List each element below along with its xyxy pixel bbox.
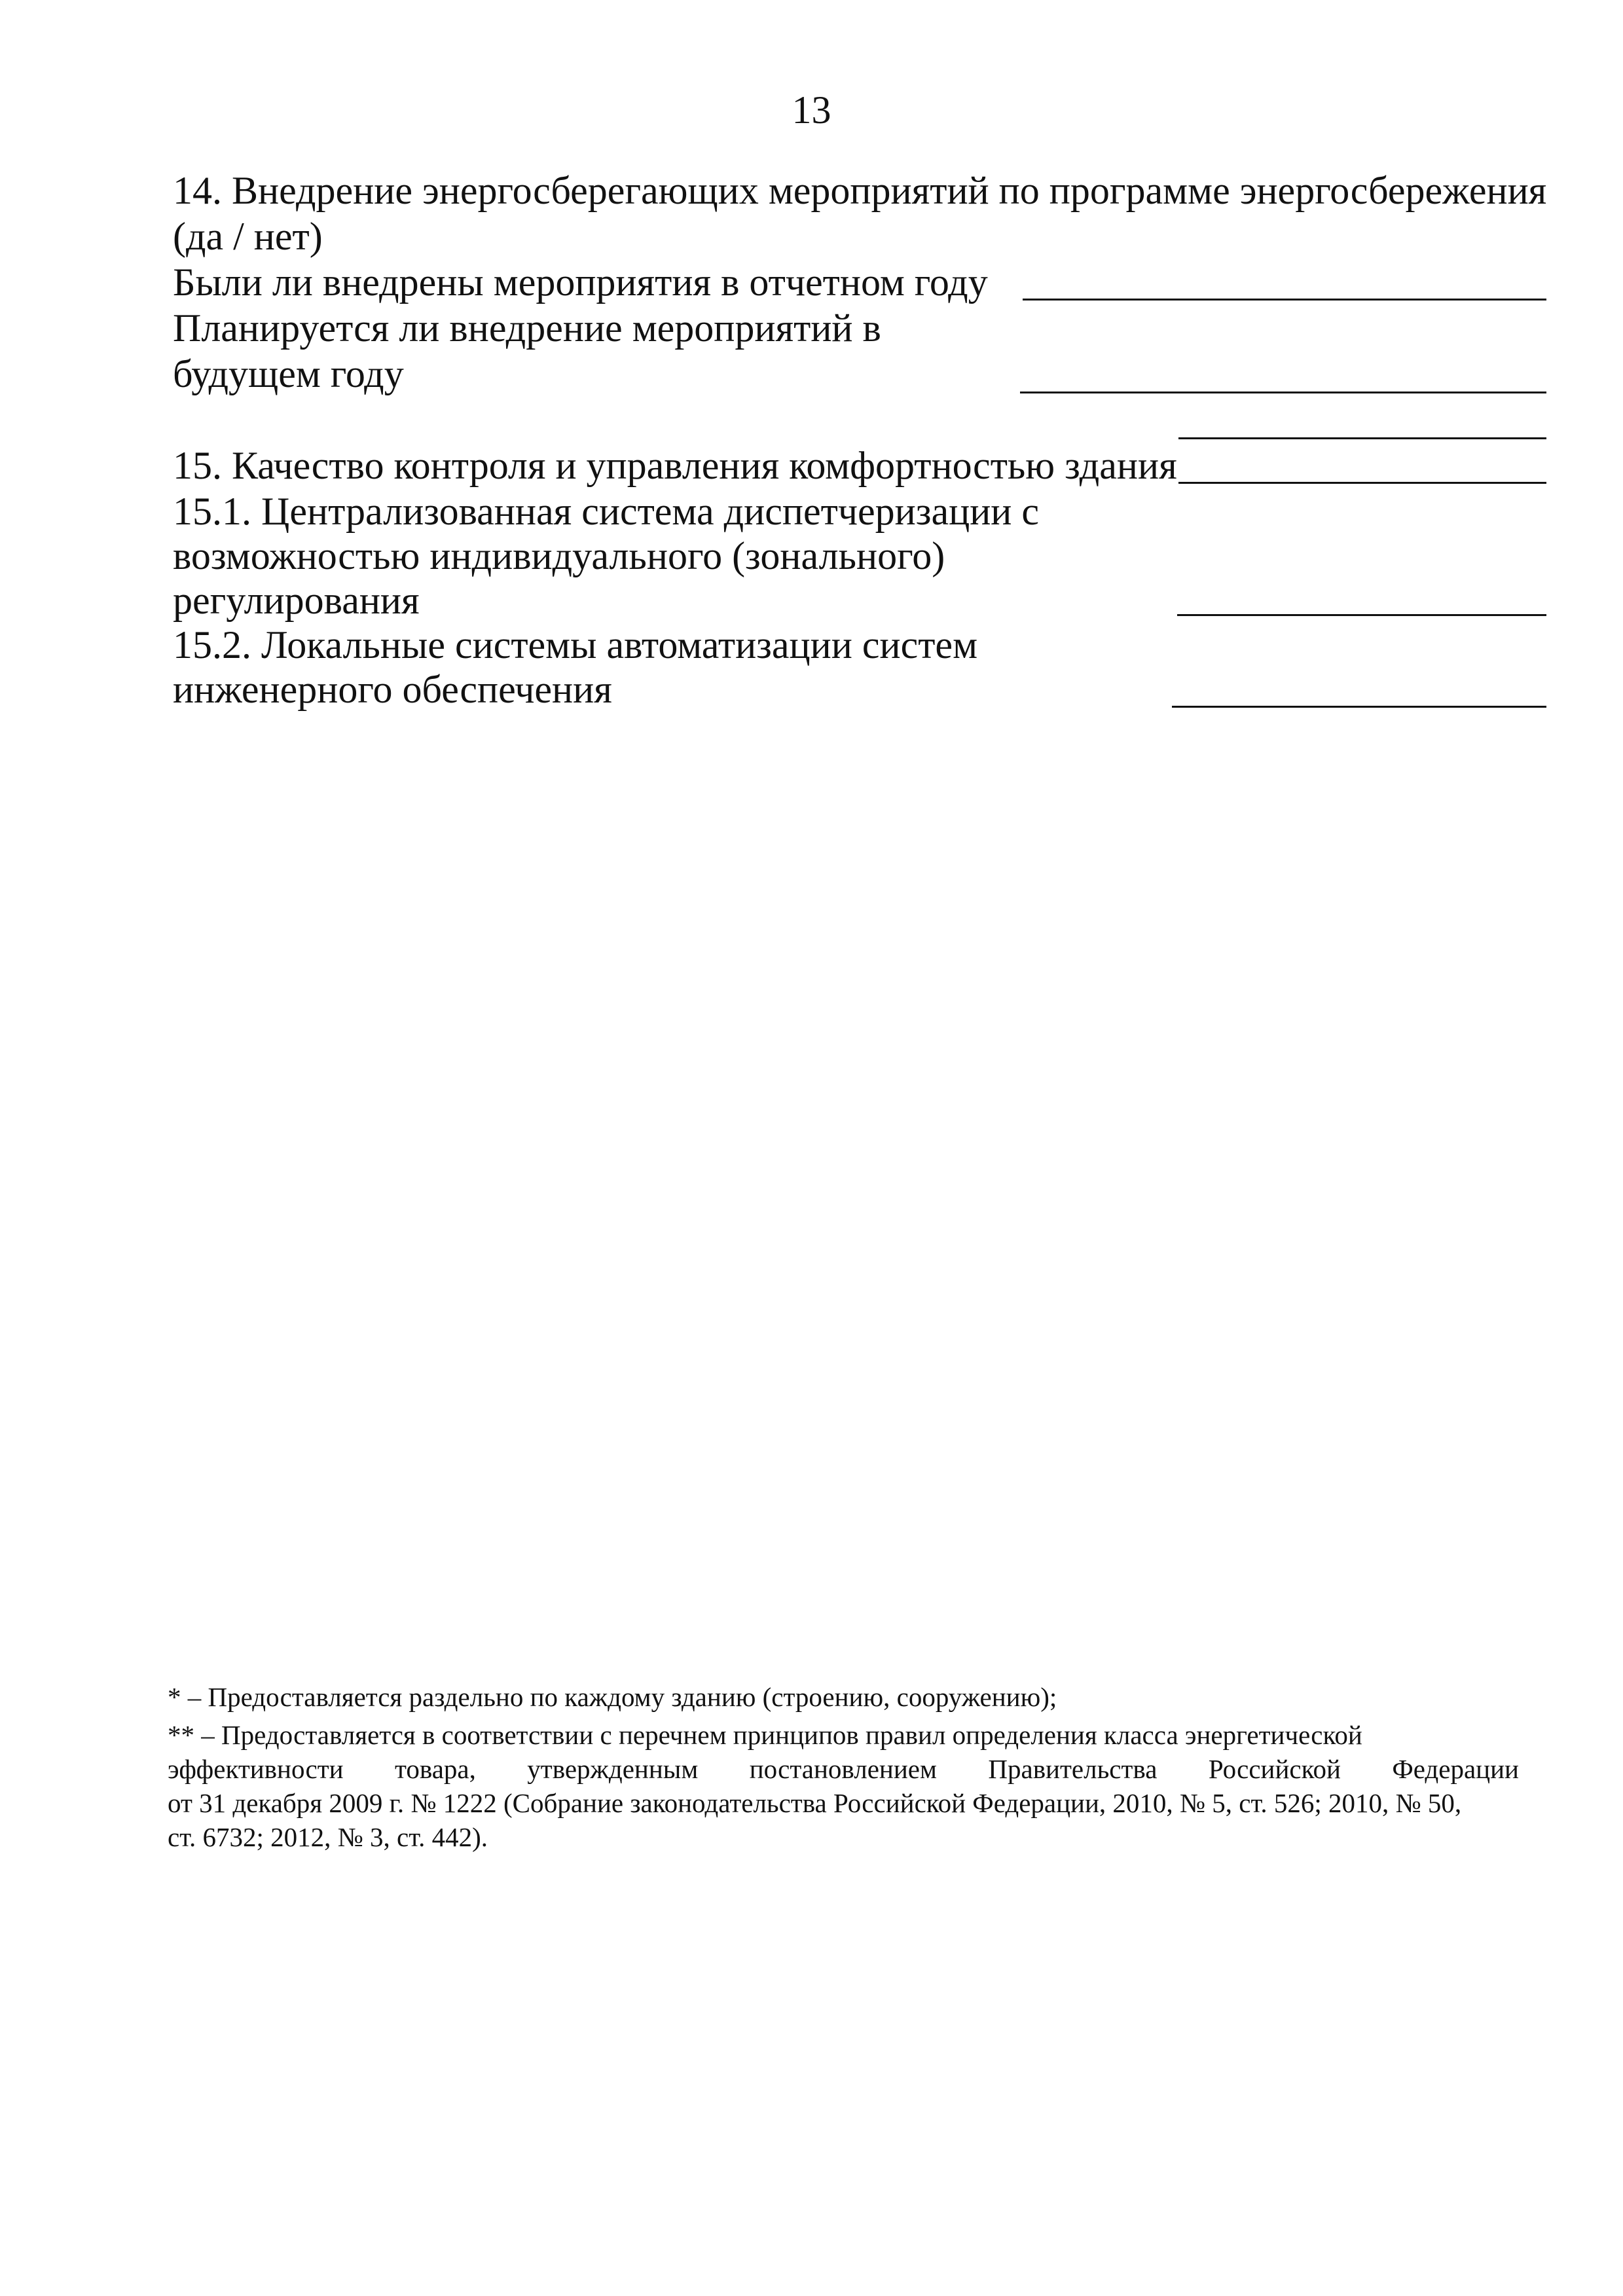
item-15-2-field[interactable]: [1172, 706, 1546, 708]
question-implemented-label: Были ли внедрены мероприятия в отчетном году: [173, 261, 988, 304]
item-15-2-label: 15.2. Локальные системы автоматизации систем: [173, 623, 978, 666]
footnotes: [168, 1680, 1519, 1854]
section-15-heading: 15. Качество контроля и управления комфортностью здания: [173, 444, 1177, 487]
item-15-1-label: 15.1. Централизованная система диспетчеризации с: [173, 490, 1040, 533]
footnote-2-line-2: [168, 1752, 1519, 1786]
question-planned-field[interactable]: [1020, 392, 1546, 393]
section-15-field[interactable]: [1178, 482, 1546, 484]
page-number: 13: [792, 88, 831, 132]
footnote-2-line-3: от 31 декабря 2009 г. № 1222 (Собрание законодательства Российской Федерации, 2010, № 5, ст. 526; 2010, № 50,: [168, 1788, 1462, 1818]
item-15-1-label-cont: возможностью индивидуального (зонального): [173, 534, 945, 577]
footnote-1: * – Предоставляется раздельно по каждому зданию (строению, сооружению);: [168, 1682, 1057, 1712]
question-planned-label: Планируется ли внедрение мероприятий в: [173, 306, 881, 350]
question-planned-label-cont: будущем году: [173, 352, 404, 395]
item-15-1-field[interactable]: [1177, 614, 1546, 616]
item-15-2-label-cont: инженерного обеспечения: [173, 668, 612, 711]
footnote-word: Правительства: [988, 1754, 1158, 1784]
question-implemented-field[interactable]: [1023, 299, 1546, 301]
section-14-heading: 14. Внедрение энергосберегающих мероприятий по программе энергосбережения: [173, 169, 1547, 212]
footnote-word: постановлением: [749, 1754, 937, 1784]
item-15-1-label-cont2: регулирования: [173, 579, 420, 622]
footnote-word: Федерации: [1392, 1754, 1519, 1784]
footnote-word: товара,: [395, 1754, 476, 1784]
footnote-word: Российской: [1208, 1754, 1341, 1784]
footnote-2-line-1: ** – Предоставляется в соответствии с перечнем принципов правил определения класса энергетической: [168, 1720, 1362, 1750]
section-14-heading-cont: (да / нет): [173, 215, 323, 258]
footnote-2-line-4: ст. 6732; 2012, № 3, ст. 442).: [168, 1822, 488, 1852]
footnote-word: утвержденным: [527, 1754, 699, 1784]
section-15-extra-field[interactable]: [1178, 437, 1546, 439]
footnote-word: эффективности: [168, 1754, 344, 1784]
